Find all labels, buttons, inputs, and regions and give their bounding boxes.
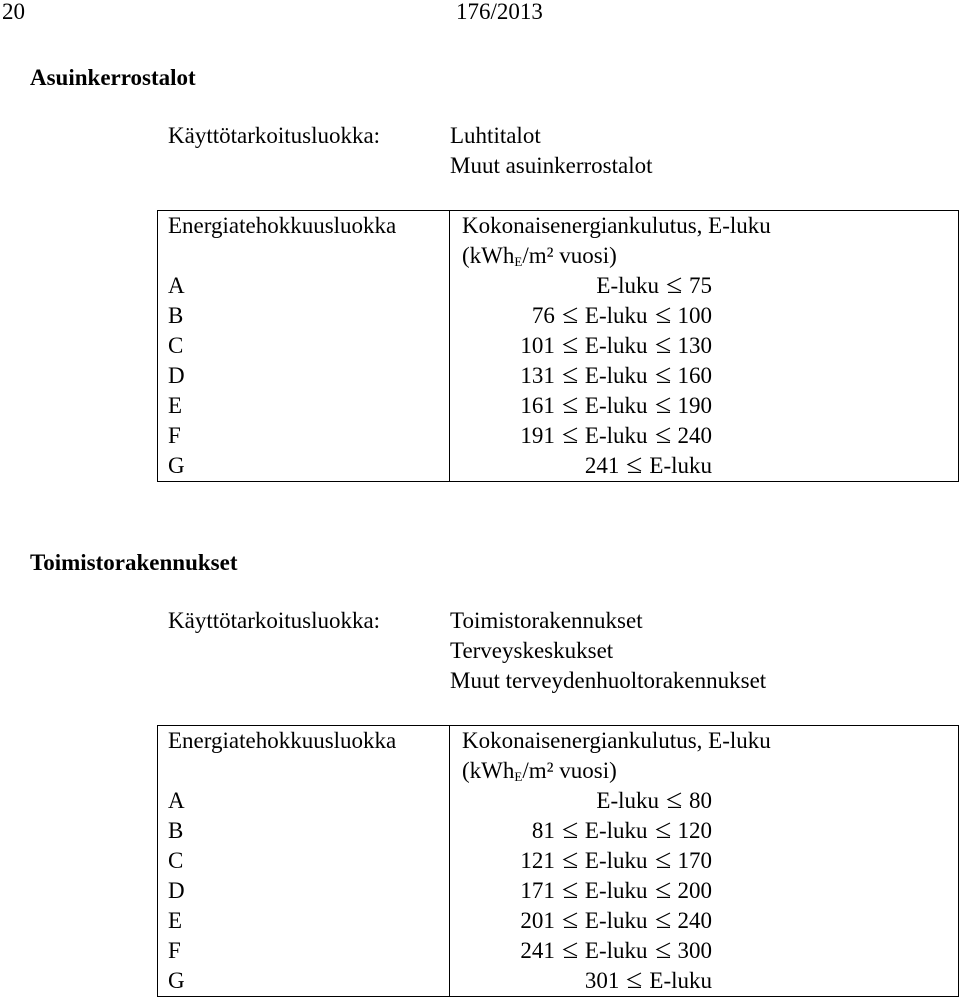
energy-class-cell: A bbox=[158, 786, 450, 816]
energy-range bbox=[462, 391, 712, 421]
range-variable: E-luku bbox=[584, 908, 648, 933]
range-lower: 121 bbox=[520, 848, 555, 873]
energy-range bbox=[462, 846, 712, 876]
energy-range bbox=[462, 966, 712, 996]
table-row bbox=[158, 391, 959, 421]
range-upper: 190 bbox=[677, 393, 712, 418]
energy-class-header: Energiatehokkuusluokka bbox=[158, 726, 450, 787]
less-or-equal-icon bbox=[655, 941, 672, 958]
energy-range bbox=[462, 301, 712, 331]
less-or-equal-icon bbox=[666, 791, 683, 808]
table-row bbox=[158, 936, 959, 966]
less-or-equal-icon bbox=[626, 456, 643, 473]
energy-range-cell bbox=[450, 876, 959, 906]
range-variable: E-luku bbox=[584, 423, 648, 448]
range-lower: 241 bbox=[584, 453, 620, 478]
consumption-header bbox=[450, 211, 959, 272]
energy-class-cell: G bbox=[158, 451, 450, 482]
less-or-equal-icon bbox=[655, 426, 672, 443]
less-or-equal-icon bbox=[655, 821, 672, 838]
range-variable: E-luku bbox=[584, 303, 648, 328]
less-or-equal-icon bbox=[562, 306, 579, 323]
table-header-row bbox=[158, 726, 959, 787]
energy-class-cell: F bbox=[158, 936, 450, 966]
energy-class-cell: G bbox=[158, 966, 450, 997]
less-or-equal-icon bbox=[562, 941, 579, 958]
range-lower: 241 bbox=[520, 938, 555, 963]
energy-range bbox=[462, 936, 712, 966]
range-upper: 160 bbox=[677, 363, 712, 388]
energy-range-cell bbox=[450, 451, 959, 482]
range-lower: 131 bbox=[520, 363, 555, 388]
range-upper: 80 bbox=[689, 788, 712, 813]
range-variable: E-luku bbox=[596, 273, 659, 298]
less-or-equal-icon bbox=[562, 366, 579, 383]
table-row bbox=[158, 331, 959, 361]
table-row bbox=[158, 906, 959, 936]
less-or-equal-icon bbox=[655, 306, 672, 323]
energy-class-table bbox=[157, 725, 959, 997]
table-row bbox=[158, 876, 959, 906]
energy-class-cell: E bbox=[158, 391, 450, 421]
range-upper: 240 bbox=[677, 423, 712, 448]
consumption-header-title: Kokonaisenergiankulutus, E-luku bbox=[462, 213, 771, 238]
consumption-header bbox=[450, 726, 959, 787]
category-item: Toimistorakennukset bbox=[450, 608, 643, 633]
less-or-equal-icon bbox=[655, 881, 672, 898]
page-number: 20 bbox=[2, 0, 25, 24]
less-or-equal-icon bbox=[655, 851, 672, 868]
range-upper: 300 bbox=[677, 938, 712, 963]
energy-range-cell bbox=[450, 421, 959, 451]
range-variable: E-luku bbox=[584, 878, 648, 903]
range-lower: 81 bbox=[531, 818, 555, 843]
range-variable: E-luku bbox=[649, 453, 712, 478]
table-row bbox=[158, 816, 959, 846]
energy-range-cell bbox=[450, 301, 959, 331]
less-or-equal-icon bbox=[655, 336, 672, 353]
range-upper: 75 bbox=[689, 273, 712, 298]
table-row bbox=[158, 846, 959, 876]
category-item: Muut asuinkerrostalot bbox=[450, 153, 653, 178]
table-row bbox=[158, 966, 959, 997]
energy-class-cell: B bbox=[158, 816, 450, 846]
category-list bbox=[450, 121, 653, 181]
range-lower: 161 bbox=[520, 393, 555, 418]
energy-range bbox=[462, 786, 712, 816]
energy-range-cell bbox=[450, 271, 959, 301]
energy-range-cell bbox=[450, 816, 959, 846]
energy-range bbox=[462, 451, 712, 481]
category-label: Käyttötarkoitusluokka: bbox=[168, 608, 381, 633]
energy-range bbox=[462, 876, 712, 906]
less-or-equal-icon bbox=[562, 821, 579, 838]
energy-range-cell bbox=[450, 786, 959, 816]
range-lower: 201 bbox=[520, 908, 555, 933]
range-upper: 200 bbox=[677, 878, 712, 903]
less-or-equal-icon bbox=[666, 276, 683, 293]
category-label: Käyttötarkoitusluokka: bbox=[168, 123, 381, 148]
table-header-row bbox=[158, 211, 959, 272]
range-variable: E-luku bbox=[584, 393, 648, 418]
energy-class-cell: A bbox=[158, 271, 450, 301]
energy-range-cell bbox=[450, 331, 959, 361]
consumption-header-title: Kokonaisenergiankulutus, E-luku bbox=[462, 728, 771, 753]
range-upper: 170 bbox=[677, 848, 712, 873]
less-or-equal-icon bbox=[655, 366, 672, 383]
energy-range bbox=[462, 331, 712, 361]
energy-range-cell bbox=[450, 361, 959, 391]
less-or-equal-icon bbox=[655, 911, 672, 928]
range-upper: 100 bbox=[677, 303, 712, 328]
energy-range-cell bbox=[450, 936, 959, 966]
less-or-equal-icon bbox=[562, 911, 579, 928]
less-or-equal-icon bbox=[562, 426, 579, 443]
energy-class-cell: C bbox=[158, 331, 450, 361]
energy-class-cell: D bbox=[158, 361, 450, 391]
energy-class-cell: C bbox=[158, 846, 450, 876]
less-or-equal-icon bbox=[562, 336, 579, 353]
range-upper: 240 bbox=[677, 908, 712, 933]
energy-class-cell: E bbox=[158, 906, 450, 936]
less-or-equal-icon bbox=[562, 881, 579, 898]
range-upper: 120 bbox=[677, 818, 712, 843]
range-variable: E-luku bbox=[649, 968, 712, 993]
energy-class-cell: D bbox=[158, 876, 450, 906]
range-variable: E-luku bbox=[584, 363, 648, 388]
table-row bbox=[158, 451, 959, 482]
range-lower: 191 bbox=[520, 423, 555, 448]
consumption-header-unit: (kWh$_E$/m² vuosi) bbox=[462, 758, 617, 784]
range-variable: E-luku bbox=[596, 788, 659, 813]
energy-range bbox=[462, 816, 712, 846]
category-item: Muut terveydenhuoltorakennukset bbox=[450, 668, 767, 693]
range-lower: 101 bbox=[520, 333, 555, 358]
energy-range-cell bbox=[450, 906, 959, 936]
table-row bbox=[158, 271, 959, 301]
table-row bbox=[158, 301, 959, 331]
range-upper: 130 bbox=[677, 333, 712, 358]
energy-range bbox=[462, 361, 712, 391]
range-variable: E-luku bbox=[584, 938, 648, 963]
range-variable: E-luku bbox=[584, 848, 648, 873]
range-lower: 301 bbox=[584, 968, 620, 993]
energy-range bbox=[462, 271, 712, 301]
energy-class-cell: B bbox=[158, 301, 450, 331]
energy-range bbox=[462, 421, 712, 451]
document-reference: 176/2013 bbox=[456, 0, 543, 24]
less-or-equal-icon bbox=[655, 396, 672, 413]
table-row bbox=[158, 421, 959, 451]
energy-range-cell bbox=[450, 391, 959, 421]
category-list bbox=[450, 606, 766, 696]
section-title: Toimistorakennukset bbox=[30, 550, 238, 575]
energy-range-cell bbox=[450, 966, 959, 997]
energy-class-table bbox=[157, 210, 959, 482]
category-item: Luhtitalot bbox=[450, 123, 541, 148]
energy-range bbox=[462, 906, 712, 936]
less-or-equal-icon bbox=[562, 851, 579, 868]
range-lower: 76 bbox=[531, 303, 555, 328]
less-or-equal-icon bbox=[562, 396, 579, 413]
less-or-equal-icon bbox=[626, 971, 643, 988]
consumption-header-unit: (kWh$_E$/m² vuosi) bbox=[462, 243, 617, 269]
energy-range-cell bbox=[450, 846, 959, 876]
section-title: Asuinkerrostalot bbox=[30, 65, 196, 90]
range-variable: E-luku bbox=[584, 818, 648, 843]
energy-class-cell: F bbox=[158, 421, 450, 451]
range-variable: E-luku bbox=[584, 333, 648, 358]
table-row bbox=[158, 786, 959, 816]
category-item: Terveyskeskukset bbox=[450, 638, 614, 663]
range-lower: 171 bbox=[520, 878, 555, 903]
table-row bbox=[158, 361, 959, 391]
energy-class-header: Energiatehokkuusluokka bbox=[158, 211, 450, 272]
